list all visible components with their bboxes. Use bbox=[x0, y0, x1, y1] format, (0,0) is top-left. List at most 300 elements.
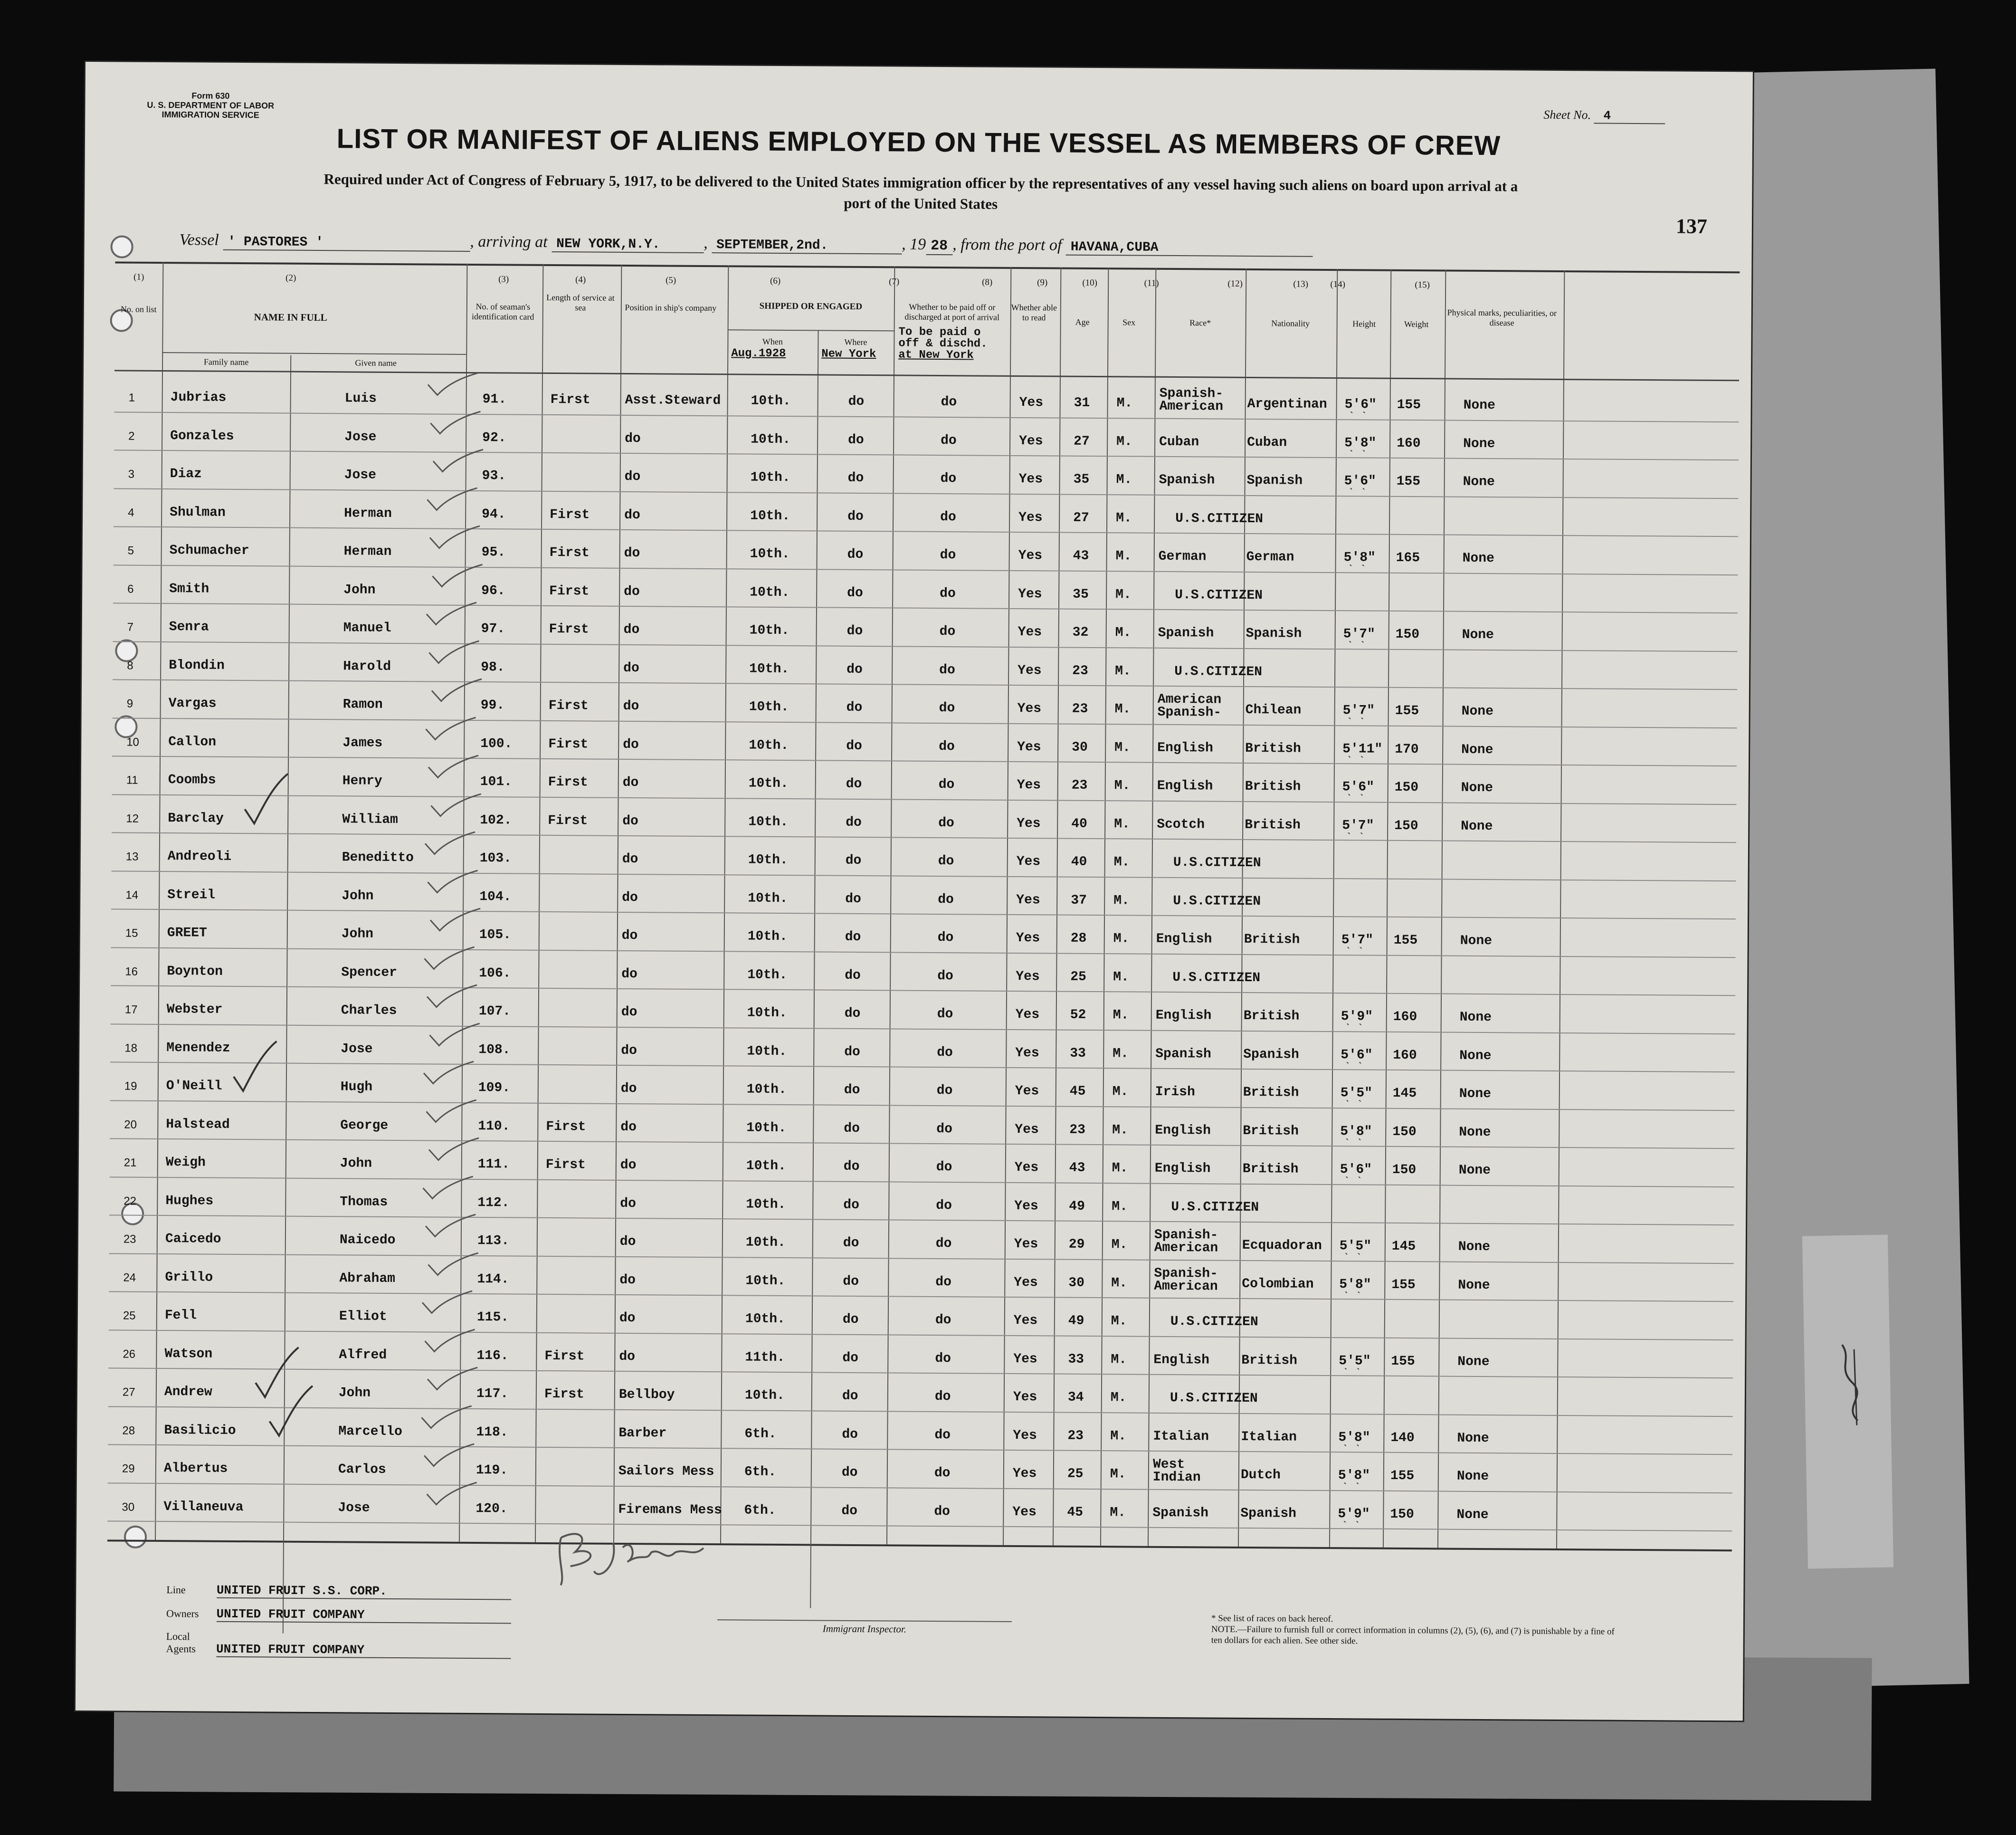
cell-race: English bbox=[1155, 1123, 1211, 1138]
cell-card: 99. bbox=[480, 698, 505, 713]
cell-card: 100. bbox=[480, 736, 513, 752]
header-given-name: Given name bbox=[355, 358, 397, 368]
cell-read: Yes bbox=[1017, 816, 1041, 831]
col-number: (11) bbox=[1144, 278, 1159, 288]
cell-card: 96. bbox=[481, 583, 505, 598]
cell-given: Herman bbox=[344, 506, 392, 521]
cell-when: 10th. bbox=[747, 967, 788, 983]
cell-n: 22 bbox=[124, 1195, 137, 1208]
cell-paid: do bbox=[939, 701, 955, 716]
ditto-mark: ˋ ˋ bbox=[1346, 831, 1365, 843]
cell-sex: M. bbox=[1113, 931, 1130, 946]
cell-paid: do bbox=[934, 1427, 951, 1443]
cell-card: 116. bbox=[476, 1348, 509, 1363]
cell-sex: M. bbox=[1111, 1237, 1128, 1252]
cell-race: Spanish- American bbox=[1154, 1227, 1218, 1256]
cell-family: Vargas bbox=[168, 696, 217, 711]
cell-n: 1 bbox=[128, 391, 135, 404]
ditto-mark: ˋ ˋ bbox=[1341, 1481, 1361, 1494]
check-mark-icon bbox=[418, 1288, 475, 1317]
cell-age: 27 bbox=[1073, 510, 1089, 526]
cell-family: Callon bbox=[168, 734, 217, 750]
cell-given: Elliot bbox=[339, 1309, 387, 1324]
cell-given: Jose bbox=[338, 1500, 370, 1516]
cell-nationality: British bbox=[1243, 1008, 1300, 1024]
cell-where: do bbox=[845, 891, 861, 907]
cell-nationality: British bbox=[1245, 741, 1301, 756]
check-mark-icon bbox=[421, 1212, 478, 1241]
cell-when: 10th. bbox=[746, 1197, 786, 1212]
cell-when: 10th. bbox=[749, 623, 789, 639]
cell-card: 115. bbox=[476, 1310, 509, 1325]
cell-read: Yes bbox=[1019, 433, 1043, 449]
cell-n: 24 bbox=[123, 1271, 136, 1284]
check-mark-icon bbox=[422, 1480, 479, 1509]
page-title: LIST OR MANIFEST OF ALIENS EMPLOYED ON THE VESSEL AS MEMBERS OF CREW bbox=[336, 123, 1501, 162]
header-position: Position in ship's company bbox=[625, 302, 717, 313]
cell-weight: 150 bbox=[1395, 627, 1420, 642]
cell-position: do bbox=[623, 698, 639, 714]
cell-age: 23 bbox=[1071, 778, 1088, 793]
cell-position: Firemans Mess bbox=[618, 1502, 722, 1518]
cell-weight: 155 bbox=[1397, 397, 1421, 413]
cell-n: 18 bbox=[124, 1042, 138, 1055]
cell-where: do bbox=[846, 815, 862, 830]
cell-position: do bbox=[625, 431, 641, 446]
cell-given: Spencer bbox=[341, 965, 398, 980]
cell-card: 102. bbox=[480, 812, 512, 828]
cell-weight: 155 bbox=[1395, 703, 1419, 719]
cell-when: 10th. bbox=[745, 1235, 786, 1251]
ditto-mark: ˋ ˋ bbox=[1343, 1252, 1362, 1264]
cell-n: 9 bbox=[126, 697, 133, 710]
ditto-mark: ˋ ˋ bbox=[1342, 1367, 1361, 1379]
header-where: Where bbox=[844, 337, 867, 347]
cell-read: Yes bbox=[1018, 625, 1042, 640]
cell-where: do bbox=[844, 1082, 860, 1098]
cell-length: First bbox=[548, 736, 589, 752]
cell-family: Coombs bbox=[168, 773, 216, 788]
ditto-mark: ˋ ˋ bbox=[1348, 411, 1368, 423]
cell-sex: M. bbox=[1113, 1046, 1129, 1061]
cell-where: do bbox=[842, 1388, 858, 1404]
check-mark-icon bbox=[424, 1135, 481, 1164]
check-mark-icon bbox=[424, 753, 481, 782]
cell-citizen: U.S.CITIZEN bbox=[1170, 1314, 1258, 1330]
cell-read: Yes bbox=[1018, 548, 1043, 564]
owners-label: Owners bbox=[166, 1607, 199, 1620]
cell-given: Abraham bbox=[339, 1271, 396, 1286]
cell-family: Shulman bbox=[170, 505, 226, 520]
cell-nationality: Ecquadoran bbox=[1242, 1238, 1322, 1253]
cell-n: 23 bbox=[123, 1233, 136, 1246]
cell-card: 111. bbox=[477, 1157, 510, 1172]
cell-weight: 145 bbox=[1391, 1239, 1416, 1254]
header-weight: Weight bbox=[1404, 319, 1429, 329]
cell-card: 104. bbox=[479, 889, 512, 905]
cell-sex: M. bbox=[1113, 969, 1129, 984]
cell-position: Barber bbox=[618, 1425, 667, 1441]
cell-marks: None bbox=[1463, 474, 1495, 490]
cell-race: West Indian bbox=[1152, 1457, 1201, 1485]
cell-family: Caicedo bbox=[165, 1232, 221, 1247]
cell-given: John bbox=[338, 1386, 371, 1401]
cell-weight: 155 bbox=[1391, 1277, 1416, 1292]
cell-weight: 155 bbox=[1390, 1468, 1415, 1484]
cell-paid: do bbox=[939, 739, 955, 754]
when-fill: Aug.1928 bbox=[731, 347, 786, 361]
cell-height: 5'11" bbox=[1342, 741, 1383, 757]
cell-family: Blondin bbox=[169, 658, 225, 673]
ditto-mark: ˋ ˋ bbox=[1343, 1176, 1363, 1188]
cell-age: 35 bbox=[1073, 587, 1089, 602]
cell-paid: do bbox=[938, 815, 954, 831]
cell-given: Alfred bbox=[339, 1347, 387, 1363]
cell-given: Jose bbox=[341, 1041, 373, 1057]
ditto-mark: ˋ ˋ bbox=[1346, 793, 1365, 805]
col-number: (1) bbox=[133, 272, 144, 282]
agents-value: UNITED FRUIT COMPANY bbox=[216, 1642, 511, 1659]
ditto-mark: ˋ ˋ bbox=[1348, 487, 1367, 499]
arrival-date: SEPTEMBER,2nd. bbox=[712, 238, 902, 254]
cell-age: 23 bbox=[1072, 663, 1088, 679]
check-mark-icon bbox=[428, 562, 485, 591]
cell-paid: do bbox=[937, 1045, 953, 1060]
cell-card: 105. bbox=[479, 927, 512, 943]
cell-where: do bbox=[841, 1465, 858, 1480]
cell-position: do bbox=[620, 1196, 637, 1211]
cell-weight: 150 bbox=[1392, 1124, 1417, 1139]
cell-age: 45 bbox=[1069, 1084, 1086, 1099]
col-number: (2) bbox=[285, 273, 296, 283]
cell-weight: 145 bbox=[1392, 1086, 1417, 1101]
paid-fill-2: off & dischd. bbox=[898, 337, 988, 351]
cell-paid: do bbox=[941, 395, 957, 410]
cell-where: do bbox=[842, 1427, 858, 1442]
cell-position: do bbox=[622, 813, 638, 829]
cell-height: 5'6" bbox=[1344, 474, 1376, 489]
cell-marks: None bbox=[1458, 1239, 1491, 1255]
cell-family: Diaz bbox=[170, 467, 202, 482]
check-mark-icon bbox=[426, 409, 483, 438]
cell-sex: M. bbox=[1115, 549, 1132, 564]
cell-sex: M. bbox=[1114, 702, 1131, 717]
cell-family: Fell bbox=[164, 1308, 197, 1323]
cell-where: do bbox=[845, 853, 862, 869]
cell-when: 10th. bbox=[747, 1005, 787, 1021]
paid-fill-3: at New York bbox=[898, 348, 974, 362]
cell-race: Spanish bbox=[1155, 1046, 1212, 1062]
check-mark-icon bbox=[421, 715, 478, 744]
cell-position: do bbox=[621, 966, 637, 982]
cell-sex: M. bbox=[1116, 396, 1133, 411]
cell-length: First bbox=[545, 1157, 586, 1173]
cell-height: 5'7" bbox=[1341, 933, 1374, 948]
agents-label: Local Agents bbox=[166, 1630, 196, 1655]
cell-read: Yes bbox=[1018, 472, 1043, 487]
handwritten-side-note bbox=[1833, 1339, 1872, 1435]
col-number: (8) bbox=[982, 277, 993, 287]
ditto-mark: ˋ ˋ bbox=[1344, 1061, 1363, 1073]
cell-age: 32 bbox=[1072, 625, 1089, 640]
col-number: (7) bbox=[889, 277, 900, 287]
check-mark-icon bbox=[426, 791, 483, 820]
cell-paid: do bbox=[937, 930, 954, 946]
cell-age: 29 bbox=[1068, 1237, 1085, 1252]
col-number: (3) bbox=[498, 274, 509, 285]
cell-weight: 150 bbox=[1392, 1162, 1417, 1178]
cell-read: Yes bbox=[1014, 1275, 1038, 1290]
header-marks: Physical marks, peculiarities, or disease bbox=[1447, 307, 1557, 328]
cell-sex: M. bbox=[1112, 1122, 1129, 1137]
cell-paid: do bbox=[935, 1351, 951, 1366]
header-no-on-list: No. on list bbox=[120, 304, 157, 314]
cell-read: Yes bbox=[1014, 1236, 1038, 1252]
ditto-mark: ˋ ˋ bbox=[1342, 1443, 1361, 1455]
cell-weight: 160 bbox=[1393, 1009, 1417, 1025]
where-fill: New York bbox=[821, 347, 876, 361]
cell-age: 34 bbox=[1067, 1390, 1084, 1405]
cell-nationality: German bbox=[1246, 549, 1294, 565]
cell-age: 52 bbox=[1070, 1007, 1086, 1023]
cell-weight: 170 bbox=[1395, 742, 1419, 757]
cell-height: 5'5" bbox=[1339, 1353, 1371, 1369]
cell-length: First bbox=[544, 1386, 584, 1402]
cell-length: First bbox=[549, 545, 590, 561]
sheet-number bbox=[1543, 108, 1665, 124]
cell-where: do bbox=[844, 1121, 860, 1136]
cell-when: 10th. bbox=[746, 1158, 786, 1174]
paid-fill-1: To be paid o bbox=[898, 325, 981, 339]
cell-card: 93. bbox=[482, 468, 506, 484]
cell-read: Yes bbox=[1018, 663, 1042, 678]
cell-sex: M. bbox=[1113, 1008, 1129, 1023]
cell-race: Spanish bbox=[1152, 1505, 1209, 1520]
col-number: (14) bbox=[1330, 279, 1346, 290]
cell-card: 120. bbox=[475, 1501, 508, 1516]
cell-n: 17 bbox=[124, 1003, 138, 1016]
cell-family: Albertus bbox=[163, 1461, 228, 1476]
cell-where: do bbox=[846, 738, 862, 754]
cell-marks: None bbox=[1460, 933, 1493, 949]
cell-n: 5 bbox=[127, 544, 134, 557]
cell-where: do bbox=[847, 470, 864, 486]
cell-race: English bbox=[1157, 778, 1213, 794]
cell-race: Spanish- American bbox=[1159, 386, 1224, 414]
cell-nationality: British bbox=[1244, 932, 1300, 947]
cell-family: Jubrias bbox=[170, 390, 227, 405]
cell-given: Harold bbox=[343, 659, 391, 674]
cell-when: 10th. bbox=[744, 1388, 785, 1404]
cell-age: 43 bbox=[1069, 1160, 1085, 1176]
cell-nationality: Italian bbox=[1241, 1429, 1297, 1445]
cell-sex: M. bbox=[1110, 1467, 1126, 1482]
check-mark-icon bbox=[419, 944, 476, 973]
cell-age: 37 bbox=[1071, 893, 1087, 908]
cell-height: 5'5" bbox=[1339, 1239, 1372, 1254]
cell-age: 30 bbox=[1072, 740, 1088, 755]
cell-height: 5'8" bbox=[1343, 550, 1376, 565]
cell-height: 5'6" bbox=[1344, 397, 1377, 412]
departure-port: HAVANA,CUBA bbox=[1066, 240, 1313, 257]
cell-position: do bbox=[619, 1272, 636, 1288]
cell-position: do bbox=[621, 1043, 637, 1058]
cell-n: 13 bbox=[125, 850, 139, 863]
cell-paid: do bbox=[935, 1236, 952, 1252]
cell-nationality: Dutch bbox=[1240, 1467, 1281, 1483]
ditto-mark: ˋ ˋ bbox=[1346, 755, 1365, 767]
cell-when: 6th. bbox=[744, 1503, 776, 1518]
cell-given: James bbox=[342, 735, 383, 751]
cell-age: 25 bbox=[1067, 1466, 1084, 1481]
cell-length: First bbox=[546, 1119, 586, 1134]
arrival-year: 28 bbox=[926, 238, 952, 255]
cell-age: 40 bbox=[1071, 854, 1087, 870]
cell-paid: do bbox=[935, 1274, 952, 1290]
cell-race: English bbox=[1154, 1161, 1211, 1176]
cell-when: 10th. bbox=[745, 1273, 786, 1289]
header-name-in-full: NAME IN FULL bbox=[254, 311, 327, 324]
cell-where: do bbox=[845, 968, 861, 983]
cell-n: 3 bbox=[128, 468, 135, 481]
ditto-mark: ˋ ˋ bbox=[1347, 564, 1367, 576]
cell-sex: M. bbox=[1112, 1084, 1129, 1099]
cell-nationality: Chilean bbox=[1245, 702, 1302, 718]
cell-read: Yes bbox=[1015, 1007, 1040, 1023]
cell-sex: M. bbox=[1110, 1428, 1127, 1443]
cell-race: Irish bbox=[1155, 1084, 1195, 1100]
cell-when: 10th. bbox=[750, 508, 790, 524]
cell-read: Yes bbox=[1015, 1083, 1039, 1099]
cell-card: 98. bbox=[481, 659, 505, 675]
cell-marks: None bbox=[1457, 1431, 1489, 1446]
header-able-read: Whether able to read bbox=[1011, 302, 1057, 323]
cell-card: 117. bbox=[476, 1386, 509, 1402]
cell-position: do bbox=[622, 851, 638, 867]
cell-sex: M. bbox=[1112, 1161, 1128, 1176]
cell-family: Streil bbox=[167, 887, 216, 903]
ditto-mark: ˋ ˋ bbox=[1345, 946, 1364, 958]
cell-read: Yes bbox=[1014, 1160, 1039, 1176]
cell-age: 30 bbox=[1068, 1275, 1085, 1290]
cell-when: 10th. bbox=[745, 1311, 785, 1327]
cell-given: Henry bbox=[342, 774, 382, 789]
cell-marks: None bbox=[1458, 1278, 1490, 1293]
col-number: (13) bbox=[1293, 279, 1309, 289]
cell-given: Thomas bbox=[340, 1194, 388, 1210]
cell-weight: 160 bbox=[1397, 436, 1421, 451]
cell-given: John bbox=[341, 927, 374, 942]
cell-n: 30 bbox=[122, 1500, 135, 1514]
check-mark-icon bbox=[229, 1039, 286, 1096]
cell-n: 19 bbox=[124, 1080, 137, 1093]
header-length-service: Length of service at sea bbox=[546, 292, 615, 313]
vessel-name: ' PASTORES ' bbox=[223, 235, 470, 252]
cell-sex: M. bbox=[1110, 1505, 1126, 1520]
cell-marks: None bbox=[1462, 627, 1494, 643]
cell-card: 112. bbox=[477, 1195, 510, 1210]
cell-paid: do bbox=[936, 1121, 953, 1137]
arrival-port: NEW YORK,N.Y. bbox=[552, 237, 704, 253]
cell-n: 4 bbox=[128, 506, 134, 519]
cell-age: 25 bbox=[1070, 969, 1086, 984]
footer bbox=[166, 1583, 511, 1667]
cell-card: 110. bbox=[478, 1118, 510, 1134]
cell-race: Spanish- American bbox=[1154, 1266, 1218, 1294]
cell-given: Manuel bbox=[343, 621, 391, 636]
cell-when: 6th. bbox=[744, 1426, 777, 1442]
cell-where: do bbox=[843, 1159, 860, 1174]
cell-card: 107. bbox=[478, 1004, 511, 1019]
cell-given: John bbox=[340, 1156, 372, 1171]
cell-read: Yes bbox=[1013, 1351, 1037, 1367]
cell-race: English bbox=[1153, 1352, 1210, 1368]
cell-n: 11 bbox=[126, 774, 138, 787]
vessel-line: Vessel ' PASTORES ' , arriving at NEW YORK,N.Y. , SEPTEMBER,2nd. , 19 28 , from the port of HAVANA,CUBA bbox=[180, 231, 1313, 258]
check-mark-icon bbox=[419, 1441, 476, 1470]
cell-paid: do bbox=[939, 624, 956, 640]
cell-family: Menendez bbox=[166, 1040, 230, 1056]
cell-sex: M. bbox=[1115, 587, 1132, 602]
header-family-name: Family name bbox=[203, 357, 249, 367]
cell-position: do bbox=[624, 469, 641, 485]
cell-card: 91. bbox=[482, 392, 507, 407]
cell-length: First bbox=[548, 813, 588, 828]
cell-age: 23 bbox=[1067, 1428, 1084, 1443]
cell-when: 10th. bbox=[748, 776, 789, 792]
cell-race: German bbox=[1158, 549, 1207, 564]
cell-paid: do bbox=[937, 968, 953, 984]
cell-marks: None bbox=[1463, 436, 1495, 451]
cell-length: First bbox=[550, 507, 590, 522]
cell-read: Yes bbox=[1013, 1313, 1038, 1328]
cell-card: 118. bbox=[476, 1424, 508, 1440]
cell-citizen: U.S.CITIZEN bbox=[1172, 970, 1261, 985]
cell-nationality: Spanish bbox=[1243, 1047, 1300, 1062]
cell-family: Halstead bbox=[166, 1117, 230, 1132]
cell-where: do bbox=[847, 547, 864, 563]
cell-n: 2 bbox=[128, 430, 135, 443]
cell-read: Yes bbox=[1014, 1198, 1038, 1214]
cell-sex: M. bbox=[1116, 472, 1132, 487]
cell-height: 5'6" bbox=[1340, 1162, 1372, 1177]
cell-paid: do bbox=[934, 1504, 951, 1519]
col-number: (6) bbox=[770, 276, 781, 286]
header-height: Height bbox=[1352, 319, 1376, 329]
cell-paid: do bbox=[936, 1198, 952, 1213]
manifest-page bbox=[76, 62, 1753, 1720]
sheet-value: 4 bbox=[1594, 108, 1665, 124]
cell-age: 27 bbox=[1074, 434, 1090, 449]
cell-length: First bbox=[549, 621, 589, 637]
check-mark-icon bbox=[420, 829, 477, 858]
cell-nationality: Spanish bbox=[1246, 473, 1303, 488]
cell-paid: do bbox=[938, 777, 955, 793]
header-id-card: No. of seaman's identification card bbox=[471, 302, 534, 322]
cell-when: 10th. bbox=[748, 891, 788, 906]
cell-weight: 150 bbox=[1390, 1507, 1414, 1522]
cell-given: John bbox=[343, 582, 376, 598]
cell-sex: M. bbox=[1111, 1275, 1128, 1290]
cell-where: do bbox=[842, 1350, 859, 1366]
check-mark-icon bbox=[422, 600, 479, 629]
cell-position: Asst.Steward bbox=[625, 392, 721, 409]
check-mark-icon bbox=[420, 1327, 477, 1356]
cell-citizen: U.S.CITIZEN bbox=[1175, 587, 1263, 603]
check-mark-icon bbox=[265, 1383, 322, 1441]
check-mark-icon bbox=[423, 1250, 480, 1279]
cell-height: 5'9" bbox=[1338, 1506, 1370, 1522]
